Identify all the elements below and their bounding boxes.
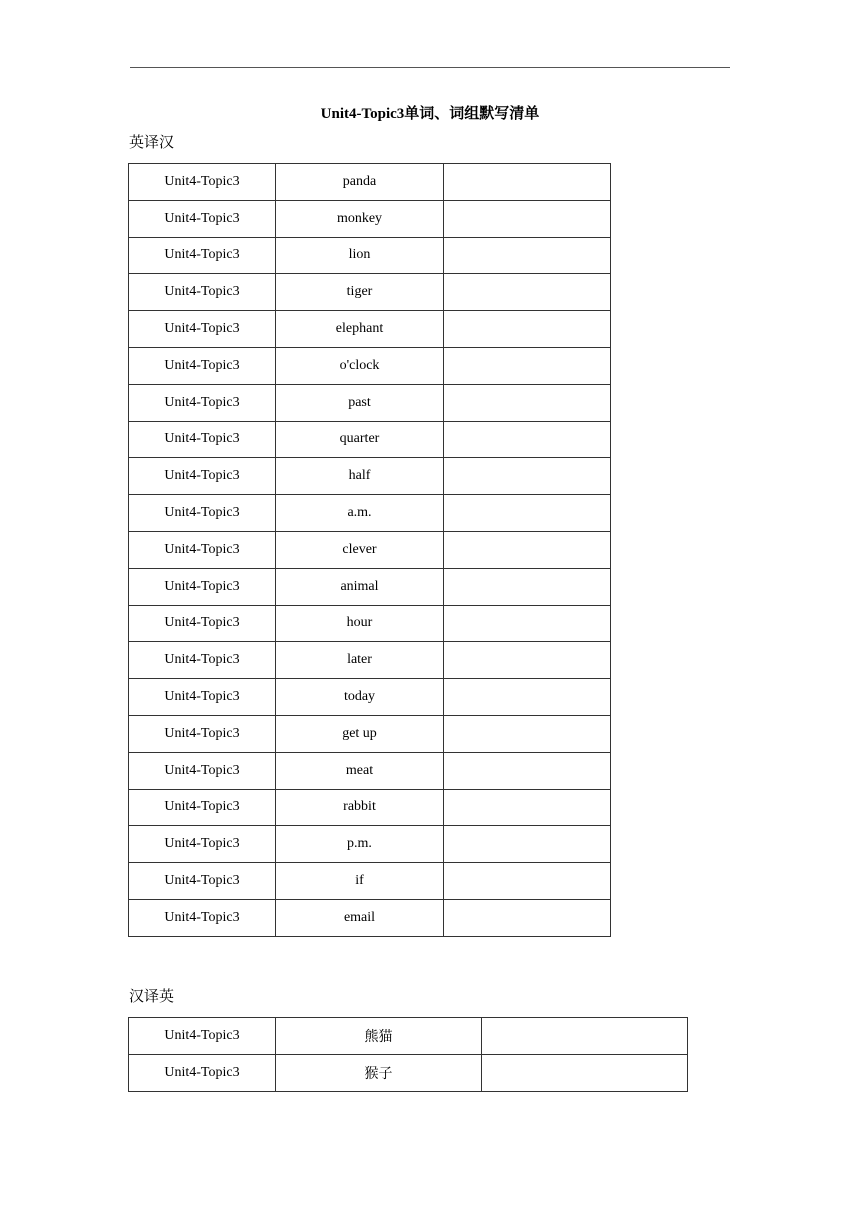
table-row <box>129 679 611 716</box>
answer-cell[interactable] <box>444 789 611 826</box>
table-row <box>129 789 611 826</box>
unit-cell: Unit4-Topic3 <box>129 752 276 789</box>
table-row <box>129 642 611 679</box>
table-row <box>129 715 611 752</box>
unit-cell: Unit4-Topic3 <box>129 789 276 826</box>
answer-cell[interactable] <box>444 164 611 201</box>
unit-cell: Unit4-Topic3 <box>129 200 276 237</box>
unit-cell: Unit4-Topic3 <box>129 642 276 679</box>
header-rule <box>130 67 730 68</box>
table-row <box>129 863 611 900</box>
unit-cell: Unit4-Topic3 <box>129 605 276 642</box>
answer-cell[interactable] <box>444 863 611 900</box>
word-cell: elephant <box>276 311 444 348</box>
answer-cell[interactable] <box>482 1054 688 1091</box>
word-cell: lion <box>276 237 444 274</box>
answer-cell[interactable] <box>444 311 611 348</box>
table-row <box>129 237 611 274</box>
unit-cell: Unit4-Topic3 <box>129 347 276 384</box>
unit-cell: Unit4-Topic3 <box>129 274 276 311</box>
answer-cell[interactable] <box>444 679 611 716</box>
table-row <box>129 164 611 201</box>
table-row <box>129 899 611 936</box>
word-cell: 熊猫 <box>276 1018 482 1055</box>
word-cell: tiger <box>276 274 444 311</box>
word-cell: half <box>276 458 444 495</box>
answer-cell[interactable] <box>444 715 611 752</box>
answer-cell[interactable] <box>444 568 611 605</box>
table-row <box>129 531 611 568</box>
table-row <box>129 826 611 863</box>
table-row <box>129 605 611 642</box>
word-cell: email <box>276 899 444 936</box>
word-cell: 猴子 <box>276 1054 482 1091</box>
answer-cell[interactable] <box>444 200 611 237</box>
answer-cell[interactable] <box>444 531 611 568</box>
answer-cell[interactable] <box>444 642 611 679</box>
answer-cell[interactable] <box>444 274 611 311</box>
unit-cell: Unit4-Topic3 <box>129 384 276 421</box>
word-cell: meat <box>276 752 444 789</box>
word-cell: later <box>276 642 444 679</box>
answer-cell[interactable] <box>482 1018 688 1055</box>
unit-cell: Unit4-Topic3 <box>129 679 276 716</box>
unit-cell: Unit4-Topic3 <box>129 495 276 532</box>
word-cell: a.m. <box>276 495 444 532</box>
answer-cell[interactable] <box>444 826 611 863</box>
unit-cell: Unit4-Topic3 <box>129 164 276 201</box>
en-to-cn-table <box>128 163 611 937</box>
answer-cell[interactable] <box>444 495 611 532</box>
section-label-cn-to-en: 汉译英 <box>129 989 175 1005</box>
answer-cell[interactable] <box>444 605 611 642</box>
document-title: Unit4-Topic3单词、词组默写清单 <box>320 106 540 122</box>
answer-cell[interactable] <box>444 752 611 789</box>
table-row <box>129 347 611 384</box>
word-cell: panda <box>276 164 444 201</box>
unit-cell: Unit4-Topic3 <box>129 237 276 274</box>
table-row <box>129 200 611 237</box>
unit-cell: Unit4-Topic3 <box>129 421 276 458</box>
unit-cell: Unit4-Topic3 <box>129 311 276 348</box>
table-row <box>129 274 611 311</box>
table-row <box>129 752 611 789</box>
word-cell: quarter <box>276 421 444 458</box>
unit-cell: Unit4-Topic3 <box>129 826 276 863</box>
word-cell: clever <box>276 531 444 568</box>
table-row <box>129 311 611 348</box>
table-row <box>129 568 611 605</box>
answer-cell[interactable] <box>444 421 611 458</box>
word-cell: today <box>276 679 444 716</box>
answer-cell[interactable] <box>444 458 611 495</box>
unit-cell: Unit4-Topic3 <box>129 715 276 752</box>
word-cell: past <box>276 384 444 421</box>
answer-cell[interactable] <box>444 384 611 421</box>
unit-cell: Unit4-Topic3 <box>129 863 276 900</box>
table-row <box>129 495 611 532</box>
word-cell: hour <box>276 605 444 642</box>
section-label-en-to-cn: 英译汉 <box>129 135 175 151</box>
table-row <box>129 421 611 458</box>
word-cell: rabbit <box>276 789 444 826</box>
word-cell: p.m. <box>276 826 444 863</box>
table-row <box>129 458 611 495</box>
answer-cell[interactable] <box>444 237 611 274</box>
unit-cell: Unit4-Topic3 <box>129 531 276 568</box>
word-cell: monkey <box>276 200 444 237</box>
unit-cell: Unit4-Topic3 <box>129 1054 276 1091</box>
unit-cell: Unit4-Topic3 <box>129 1018 276 1055</box>
word-cell: animal <box>276 568 444 605</box>
unit-cell: Unit4-Topic3 <box>129 568 276 605</box>
answer-cell[interactable] <box>444 347 611 384</box>
unit-cell: Unit4-Topic3 <box>129 458 276 495</box>
table-row <box>129 1054 688 1091</box>
word-cell: if <box>276 863 444 900</box>
cn-to-en-table <box>128 1017 688 1092</box>
word-cell: get up <box>276 715 444 752</box>
table-row <box>129 1018 688 1055</box>
word-cell: o'clock <box>276 347 444 384</box>
answer-cell[interactable] <box>444 899 611 936</box>
table-row <box>129 384 611 421</box>
unit-cell: Unit4-Topic3 <box>129 899 276 936</box>
